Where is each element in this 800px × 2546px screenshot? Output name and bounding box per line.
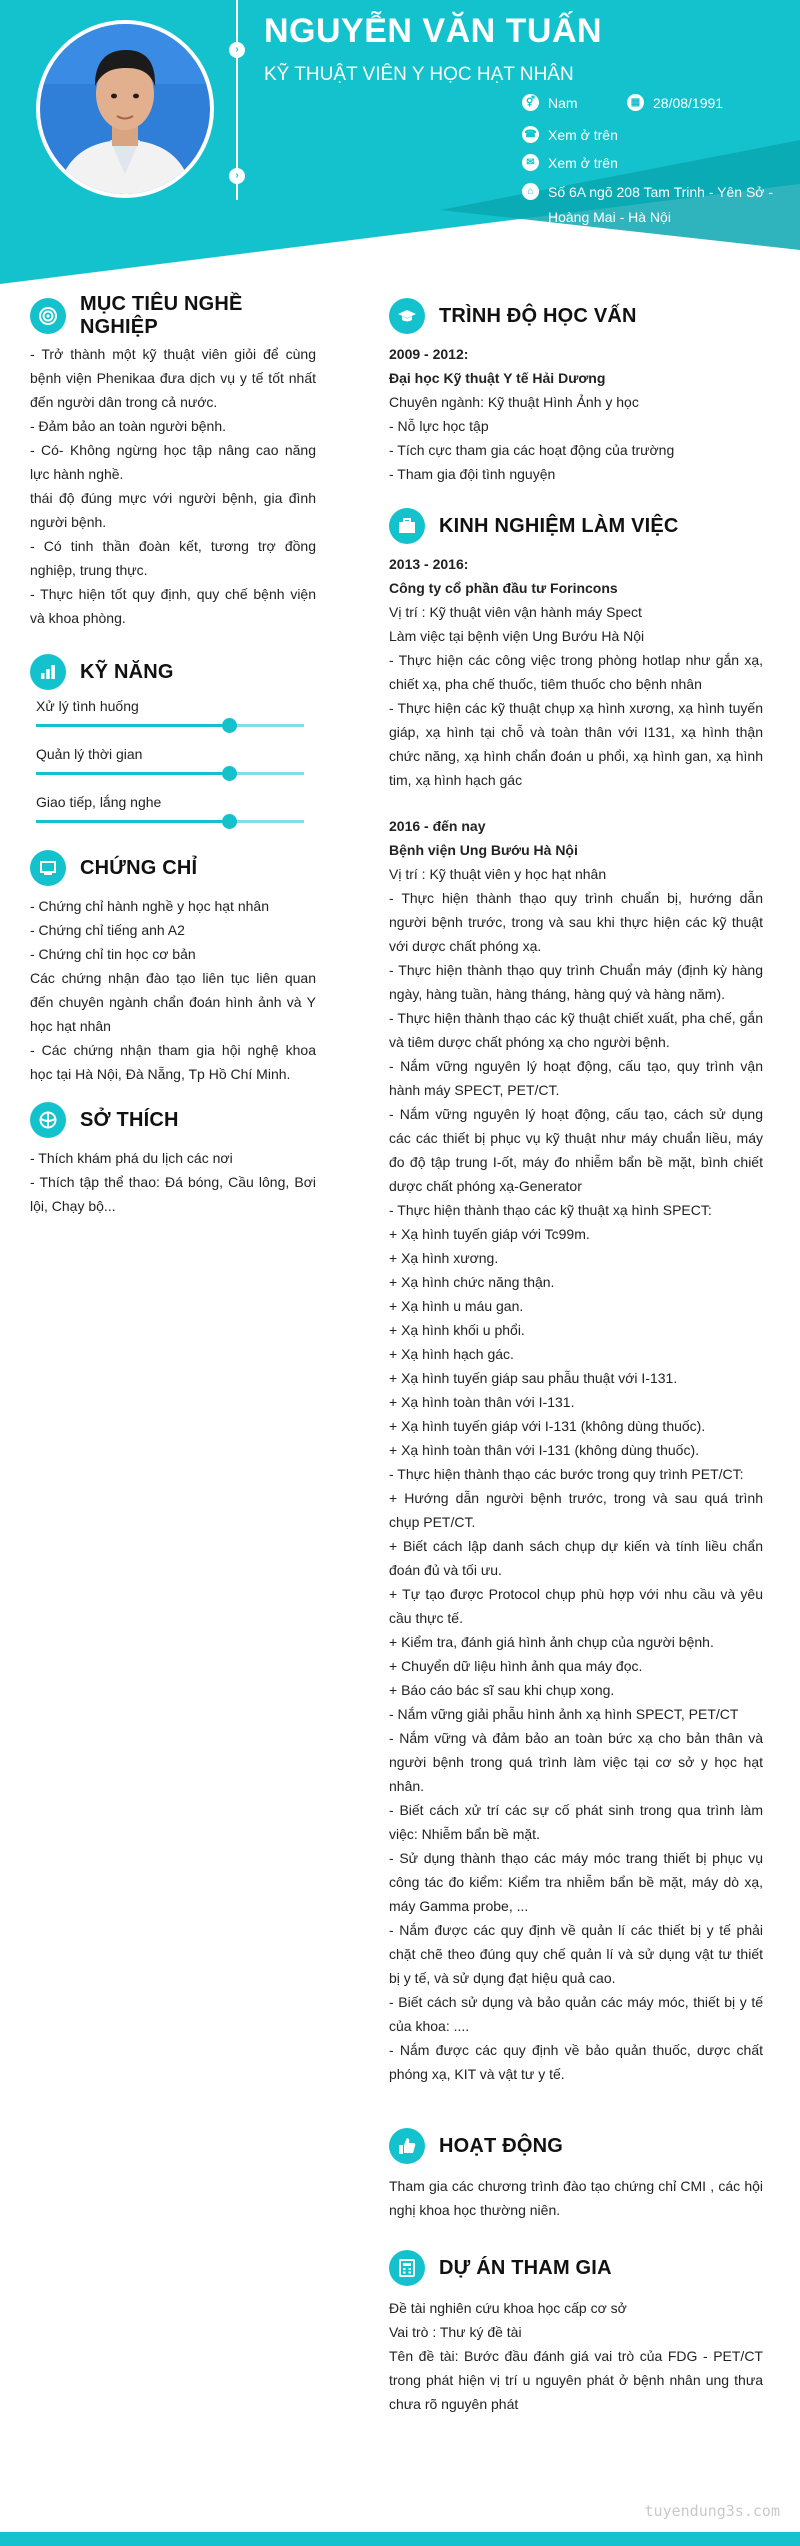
skill-item [30, 744, 316, 792]
projects-section [389, 2250, 763, 2416]
job-entry [389, 552, 763, 792]
job-detail-line: + Báo cáo bác sĩ sau khi chụp xong. [389, 1682, 615, 1698]
objective-line: - Có- Không ngừng học tập nâng cao năng lực hành nghề. [30, 442, 316, 482]
candidate-role: KỸ THUẬT VIÊN Y HỌC HẠT NHÂN [264, 64, 574, 85]
skill-fill [36, 772, 229, 775]
job-detail-line: + Biết cách lập danh sách chụp dự kiến và tính liều chẩn đoán đủ và tối ưu. [389, 1538, 763, 1578]
candidate-name: NGUYỄN VĂN TUẤN [264, 12, 603, 50]
education-line: - Nỗ lực học tập [389, 418, 489, 434]
calendar-icon: ▦ [627, 94, 644, 111]
skills-title: KỸ NĂNG [80, 660, 174, 683]
location-icon: ⌂ [522, 183, 539, 200]
job-detail-line: Vị trí : Kỹ thuật viên y học hạt nhân [389, 866, 607, 882]
activities-heading [389, 2128, 763, 2164]
job-detail-line: Làm việc tại bệnh viện Ung Bướu Hà Nội [389, 628, 645, 644]
certificates-title: CHỨNG CHỈ [80, 856, 198, 879]
hobby-line: - Thích tập thể thao: Đá bóng, Cầu lông, Bơi lội, Chạy bộ... [30, 1174, 316, 1214]
activities-section [389, 2128, 763, 2222]
skill-track [36, 820, 304, 823]
job-detail-line: - Nắm được các quy định về bảo quản thuốc, dược chất phóng xạ, KIT và vật tư y tế. [389, 2042, 763, 2082]
bar-chart-icon [30, 654, 66, 690]
job-detail-line: - Thực hiện các công việc trong phòng hotlap như gắn xạ, chiết xạ, pha chế thuốc, tiêm thuốc cho bệnh nhân [389, 652, 763, 692]
email-icon: ✉ [522, 154, 539, 171]
job-detail-line: + Kiểm tra, đánh giá hình ảnh chụp của người bệnh. [389, 1634, 714, 1650]
graduation-cap-icon [389, 298, 425, 334]
footer-bar [0, 2532, 800, 2546]
calculator-icon [389, 2250, 425, 2286]
job-period: 2013 - 2016: [389, 556, 469, 572]
objective-title: MỤC TIÊU NGHỀ NGHIỆP [80, 293, 243, 338]
certificate-line: - Các chứng nhận tham gia hội nghệ khoa học tại Hà Nội, Đà Nẵng, Tp Hồ Chí Minh. [30, 1042, 316, 1082]
header-banner [0, 0, 800, 290]
hobby-line: - Thích khám phá du lịch các nơi [30, 1150, 233, 1166]
job-detail-line: + Xạ hình khối u phổi. [389, 1322, 525, 1338]
project-line: Tên đề tài: Bước đầu đánh giá vai trò của FDG - PET/CT trong phát hiện vị trí u nguyên phát ở bệnh nhân ung thưa chưa rõ nguyên phát [389, 2348, 763, 2412]
certificate-line: - Chứng chỉ tiếng anh A2 [30, 922, 185, 938]
education-school: Đại học Kỹ thuật Y tế Hải Dương [389, 370, 606, 386]
job-detail-line: - Nắm vững nguyên lý hoạt động, cấu tạo, cách sử dụng các các thiết bị phục vụ kỹ thuật như máy chuẩn liều, máy đo độ tập trung I-ốt, máy đo nhiễm bẩn bề mặt, bình chiết dược chất phóng xạ-Generator [389, 1106, 763, 1194]
objective-line: thái độ đúng mực với người bệnh, gia đình người bệnh. [30, 490, 316, 530]
job-detail-line: - Thực hiện thành thạo các bước trong quy trình PET/CT: [389, 1466, 744, 1482]
skill-fill [36, 724, 229, 727]
skill-knob [222, 814, 237, 829]
skill-fill [36, 820, 229, 823]
certificates-heading [30, 850, 316, 886]
phone-value: Xem ở trên [548, 127, 618, 143]
education-line: - Tham gia đội tình nguyện [389, 466, 556, 482]
job-detail-line: + Chuyển dữ liệu hình ảnh qua máy đọc. [389, 1658, 643, 1674]
job-detail-line: - Thực hiện thành thạo quy trình Chuẩn máy (định kỳ hàng ngày, hàng tuần, hàng tháng, hàng quý và hàng năm). [389, 962, 763, 1002]
education-line: Chuyên ngành: Kỹ thuật Hình Ảnh y học [389, 394, 639, 410]
birthdate-value: 28/08/1991 [653, 95, 724, 111]
activity-line: Tham gia các chương trình đào tạo chứng chỉ CMI , các hội nghị khoa học thường niên. [389, 2178, 763, 2218]
objective-line: - Thực hiện tốt quy định, quy chế bệnh viện và khoa phòng. [30, 586, 316, 626]
skill-label: Xử lý tình huống [36, 698, 139, 714]
job-detail-line: + Xạ hình tuyến giáp với I-131 (không dùng thuốc). [389, 1418, 706, 1434]
activities-title: HOẠT ĐỘNG [439, 2134, 564, 2157]
education-period: 2009 - 2012: [389, 346, 469, 362]
projects-heading [389, 2250, 763, 2286]
chevron-right-icon: › [229, 42, 245, 58]
job-detail-line: - Nắm vững và đảm bảo an toàn bức xạ cho bản thân và người bệnh trong quá trình làm việc tại cơ sở y học hạt nhân. [389, 1730, 763, 1794]
certificate-line: - Chứng chỉ tin học cơ bản [30, 946, 196, 962]
avatar [36, 20, 214, 198]
address-line2: Hoàng Mai - Hà Nội [548, 209, 671, 225]
hobbies-section [30, 1102, 316, 1218]
experience-section [389, 508, 763, 2086]
education-title: TRÌNH ĐỘ HỌC VẤN [439, 304, 637, 327]
game-controller-icon [30, 1102, 66, 1138]
job-detail-line: + Xạ hình tuyến giáp với Tc99m. [389, 1226, 590, 1242]
job-detail-line: + Xạ hình hạch gác. [389, 1346, 514, 1362]
objective-line: - Trở thành một kỹ thuật viên giỏi để cùng bệnh viện Phenikaa đưa dịch vụ y tế tốt nhất đến người dân trong cả nước. [30, 346, 316, 410]
skill-label: Giao tiếp, lắng nghe [36, 794, 162, 810]
certificate-line: Các chứng nhận đào tạo liên tục liên quan đến chuyên ngành chẩn đoán hình ảnh và Y học hạt nhân [30, 970, 316, 1034]
job-detail-line: + Xạ hình xương. [389, 1250, 499, 1266]
chevron-right-icon: › [229, 168, 245, 184]
left-column [30, 293, 316, 1218]
education-section [389, 298, 763, 486]
job-company: Công ty cổ phần đầu tư Forincons [389, 580, 618, 596]
job-period: 2016 - đến nay [389, 818, 486, 834]
job-detail-line: - Nắm vững nguyên lý hoạt động, cấu tạo, quy trình vận hành máy SPECT, PET/CT. [389, 1058, 763, 1098]
skills-heading [30, 654, 316, 690]
job-detail-line: - Thực hiện thành thạo các kỹ thuật chiết xuất, pha chế, gắn và tiêm dược chất phóng xạ cho người bệnh. [389, 1010, 763, 1050]
hobbies-heading [30, 1102, 316, 1138]
project-line: Vai trò : Thư ký đề tài [389, 2324, 522, 2340]
job-detail-line: + Xạ hình tuyến giáp sau phẫu thuật với I-131. [389, 1370, 678, 1386]
skill-knob [222, 766, 237, 781]
job-detail-line: - Sử dụng thành thạo các máy móc trang thiết bị phục vụ công tác đo kiểm: Kiểm tra nhiễm bẩn bề mặt, máy dò xạ, máy Gamma probe, ... [389, 1850, 763, 1914]
certificate-icon [30, 850, 66, 886]
certificates-section [30, 850, 316, 1086]
hobbies-title: SỞ THÍCH [80, 1108, 179, 1131]
job-detail-line: - Thực hiện các kỹ thuật chụp xạ hình xương, xạ hình tuyến giáp, xạ hình tại chỗ và toàn thân với I131, xạ hình thận chức năng, xạ hình chẩn đoán u phổi, xạ hình gan, xạ hình tim, xạ hình hạch gác [389, 700, 763, 788]
job-detail-line: - Nắm được các quy định về quản lí các thiết bị y tế phải chặt chẽ theo đúng quy chế quản lí và sử dụng vật tư thiết bị y tế, và sử dụng đạt hiệu quả cao. [389, 1922, 763, 1986]
job-detail-line: + Hướng dẫn người bệnh trước, trong và sau quá trình chụp PET/CT. [389, 1490, 763, 1530]
skill-item [30, 792, 316, 840]
objective-line: - Đảm bảo an toàn người bệnh. [30, 418, 227, 434]
job-detail-line: - Biết cách xử trí các sự cố phát sinh trong qua trình làm việc: Nhiễm bẩn bề mặt. [389, 1802, 763, 1842]
project-line: Đề tài nghiên cứu khoa học cấp cơ sở [389, 2300, 627, 2316]
address-line1: Số 6A ngõ 208 Tam Trinh - Yên Sở - [548, 184, 774, 200]
job-detail-line: + Xạ hình toàn thân với I-131 (không dùng thuốc). [389, 1442, 700, 1458]
education-heading [389, 298, 763, 334]
experience-title: KINH NGHIỆM LÀM VIỆC [439, 514, 679, 537]
skill-knob [222, 718, 237, 733]
skill-item [30, 696, 316, 744]
email-value: Xem ở trên [548, 155, 618, 171]
profile-photo [40, 24, 210, 194]
job-detail-line: - Thực hiện thành thạo quy trình chuẩn bị, hướng dẫn người bệnh trước, trong và sau khi thực hiện các kỹ thuật với dược chất phóng xạ. [389, 890, 763, 954]
projects-title: DỰ ÁN THAM GIA [439, 2256, 612, 2279]
job-detail-line: + Xạ hình u máu gan. [389, 1298, 524, 1314]
objective-line: - Có tinh thần đoàn kết, tương trợ đồng nghiệp, trung thực. [30, 538, 316, 578]
job-company: Bệnh viện Ung Bướu Hà Nội [389, 842, 578, 858]
job-detail-line: + Xạ hình toàn thân với I-131. [389, 1394, 575, 1410]
gender-icon: ⚥ [522, 94, 539, 111]
briefcase-icon [389, 508, 425, 544]
skill-track [36, 724, 304, 727]
objective-heading [30, 293, 316, 338]
right-column [389, 298, 763, 2416]
thumbs-up-icon [389, 2128, 425, 2164]
certificate-line: - Chứng chỉ hành nghề y học hạt nhân [30, 898, 269, 914]
experience-heading [389, 508, 763, 544]
education-line: - Tích cực tham gia các hoạt động của trường [389, 442, 675, 458]
phone-icon: ☎ [522, 126, 539, 143]
skill-track [36, 772, 304, 775]
objective-section [30, 293, 316, 630]
skill-label: Quản lý thời gian [36, 746, 143, 762]
job-detail-line: - Biết cách sử dụng và bảo quản các máy móc, thiết bị y tế của khoa: .... [389, 1994, 763, 2034]
job-detail-line: - Nắm vững giải phẫu hình ảnh xạ hình SPECT, PET/CT [389, 1706, 739, 1722]
job-detail-line: Vị trí : Kỹ thuật viên vận hành máy Spect [389, 604, 642, 620]
skills-section [30, 654, 316, 840]
target-icon [30, 298, 66, 334]
job-detail-line: - Thực hiện thành thạo các kỹ thuật xạ hình SPECT: [389, 1202, 712, 1218]
job-detail-line: + Tự tạo được Protocol chụp phù hợp với nhu cầu và yêu cầu thực tế. [389, 1586, 763, 1626]
job-entry [389, 814, 763, 2086]
gender-value: Nam [548, 95, 578, 111]
watermark: tuyendung3s.com [644, 2502, 780, 2520]
job-detail-line: + Xạ hình chức năng thận. [389, 1274, 555, 1290]
